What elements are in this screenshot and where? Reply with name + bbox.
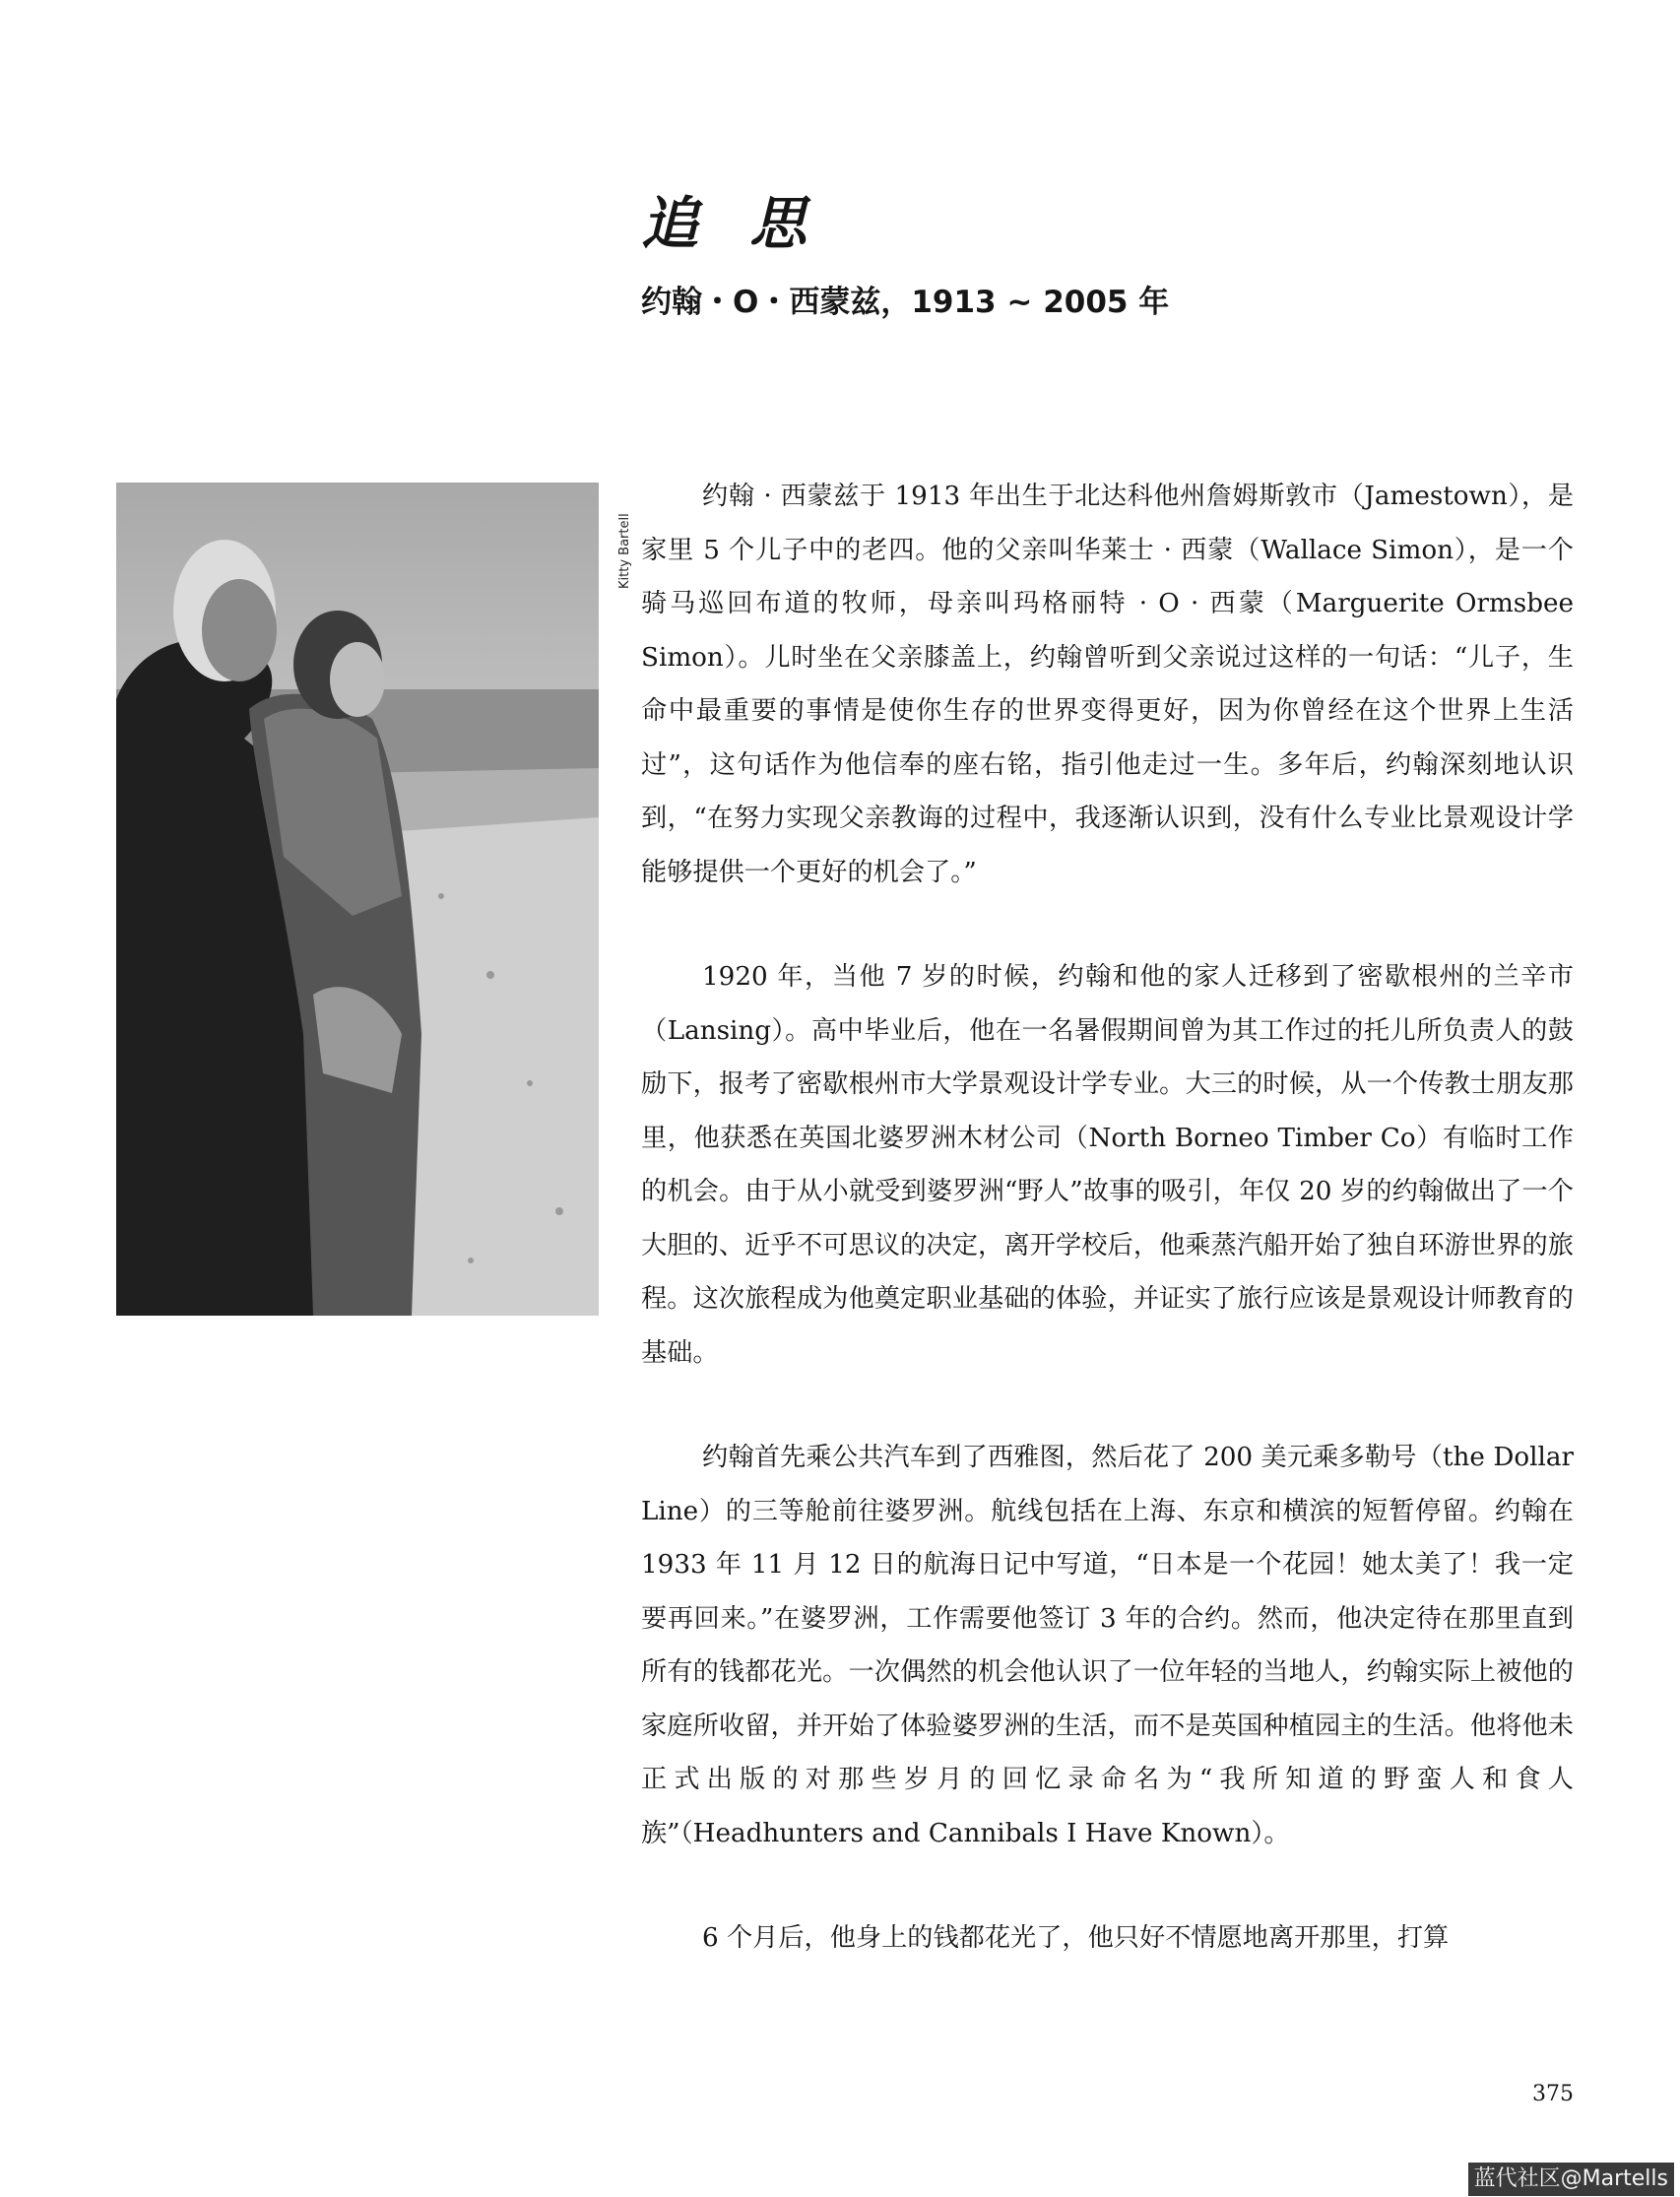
paragraph: 约翰首先乘公共汽车到了西雅图，然后花了 200 美元乘多勒号（the Dollar Line）的三等舱前往婆罗洲。航线包括在上海、东京和横滨的短暂停留。约翰在 1933 年 11 月 12 日的航海日记中写道，“日本是一个花园！她太美了！我一定要再回来。”在婆罗洲，工作需要他签订 3 年的合约。然而，他决定待在那里直到所有的钱都花光。一次偶然的机会他认识了一位年轻的当地人，约翰实际上被他的家庭所收留，并开始了体验婆罗洲的生活，而不是英国种植园主的生活。他将他未正式出版的对那些岁月的回忆录命名为“我所知道的野蛮人和食人族”（Headhunters and Cannibals I Have Known）。	[641, 1443, 1574, 1848]
photo-credit: Kitty Bartell	[617, 513, 632, 589]
page-number: 375	[1532, 2082, 1574, 2106]
paragraph: 6 个月后，他身上的钱都花光了，他只好不情愿地离开那里，打算	[702, 1923, 1450, 1953]
paragraph: 约翰 · 西蒙兹于 1913 年出生于北达科他州詹姆斯敦市（Jamestown），是家里 5 个儿子中的老四。他的父亲叫华莱士 · 西蒙（Wallace Simon），是一个骑马巡回布道的牧师，母亲叫玛格丽特 · O · 西蒙（Marguerite Ormsbee Simon）。儿时坐在父亲膝盖上，约翰曾听到父亲说过这样的一句话：“儿子，生命中最重要的事情是使你生存的世界变得更好，因为你曾经在这个世界上生活过”，这句话作为他信奉的座右铭，指引他走过一生。多年后，约翰深刻地认识到，“在努力实现父亲教诲的过程中，我逐渐认识到，没有什么专业比景观设计学能够提供一个更好的机会了。”	[641, 482, 1574, 887]
page-subtitle: 约翰・O・西蒙兹，1913 ~ 2005 年	[641, 285, 1170, 320]
article-body	[641, 470, 1574, 2017]
page-title: 追思	[641, 190, 859, 257]
photo-image	[116, 483, 599, 1316]
paragraph: 1920 年，当他 7 岁的时候，约翰和他的家人迁移到了密歇根州的兰辛市（Lansing）。高中毕业后，他在一名暑假期间曾为其工作过的托儿所负责人的鼓励下，报考了密歇根州市大学景观设计学专业。大三的时候，从一个传教士朋友那里，他获悉在英国北婆罗洲木材公司（North Borneo Timber Co）有临时工作的机会。由于从小就受到婆罗洲“野人”故事的吸引，年仅 20 岁的约翰做出了一个大胆的、近乎不可思议的决定，离开学校后，他乘蒸汽船开始了独自环游世界的旅程。这次旅程成为他奠定职业基础的体验，并证实了旅行应该是景观设计师教育的基础。	[641, 962, 1574, 1368]
watermark: 蓝代社区@Martells	[1468, 2163, 1674, 2196]
